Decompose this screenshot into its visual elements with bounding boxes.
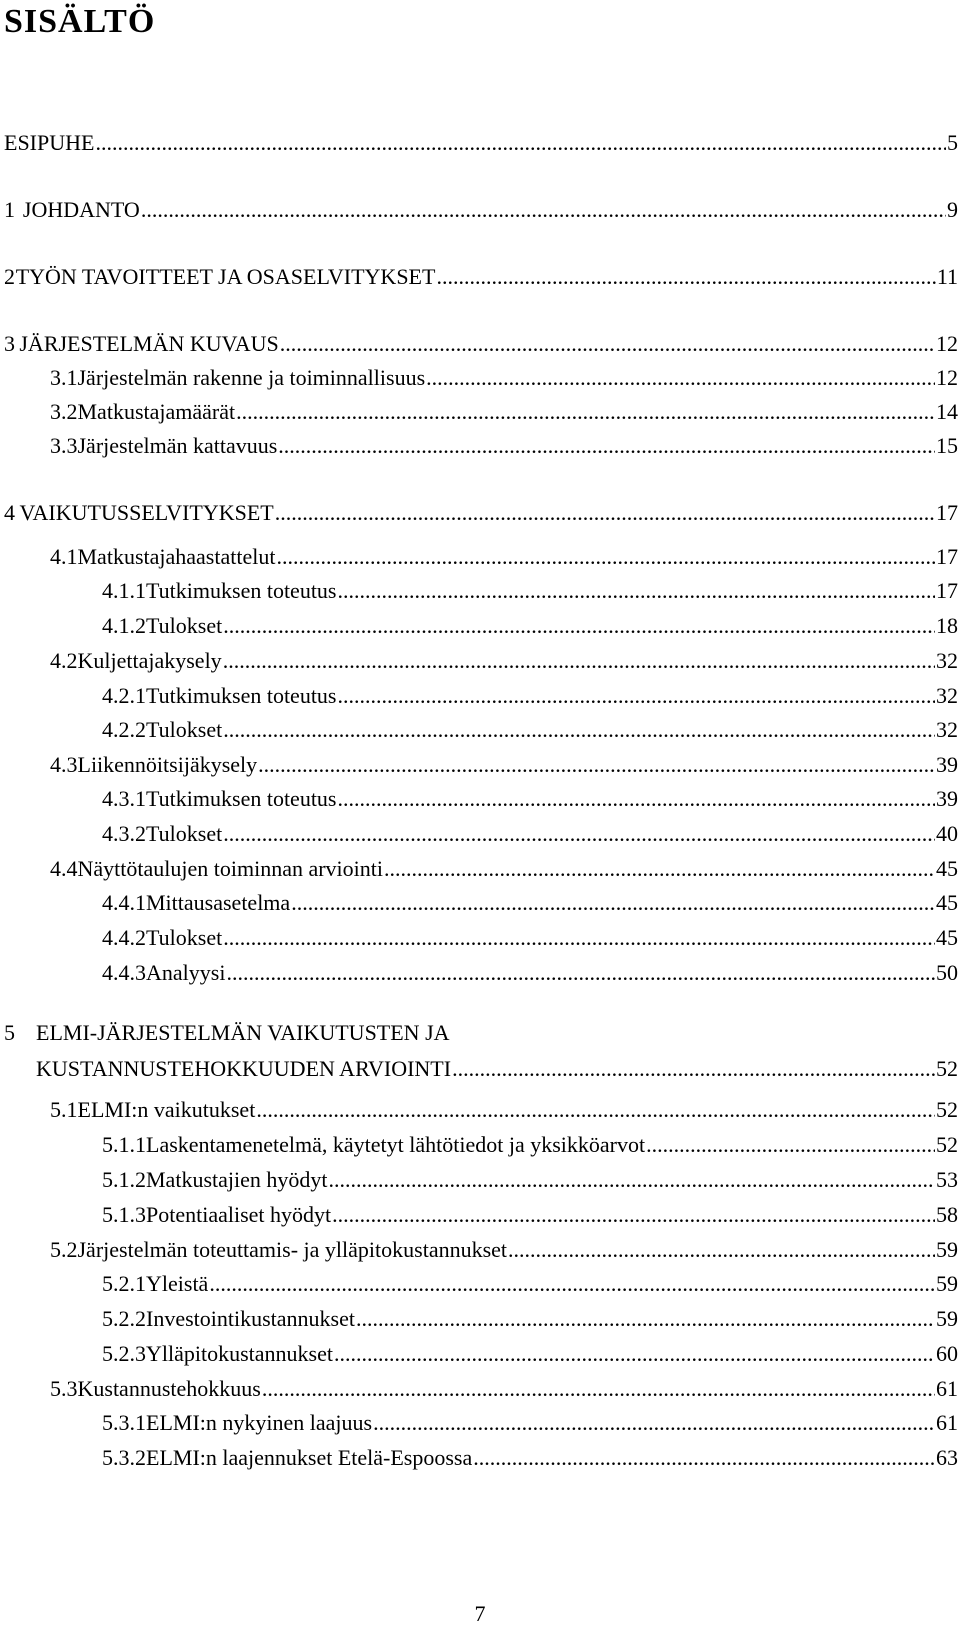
toc-entry-number: 4.2: [50, 648, 78, 673]
toc-entry-number: 4.1: [50, 544, 78, 569]
toc-entry-label: Tutkimuksen toteutus: [146, 578, 337, 603]
dot-leader: [291, 890, 935, 916]
toc-entry[interactable]: [4, 500, 958, 526]
toc-entry-label: Investointikustannukset: [146, 1306, 355, 1331]
toc-entry-continuation[interactable]: [36, 1056, 958, 1082]
dot-leader: [209, 1271, 935, 1297]
toc-entry[interactable]: [50, 856, 958, 882]
toc-entry[interactable]: [4, 331, 958, 357]
toc-entry-label: Kuljettajakysely: [77, 648, 222, 673]
toc-entry-page: 61: [936, 1410, 958, 1435]
toc-entry[interactable]: [4, 130, 958, 156]
dot-leader: [332, 1202, 935, 1228]
toc-entry[interactable]: [50, 1376, 958, 1402]
toc-entry-page: 5: [947, 130, 958, 155]
toc-entry-number: 4.4.1: [102, 890, 146, 915]
toc-entry-page: 53: [936, 1167, 958, 1192]
toc-entry-page: 9: [947, 197, 958, 222]
toc-entry-number: 3.2: [50, 399, 78, 424]
toc-entry-label: Analyysi: [146, 960, 226, 985]
toc-entry[interactable]: [102, 925, 958, 951]
toc-entry[interactable]: [102, 1271, 958, 1297]
toc-entry[interactable]: [102, 821, 958, 847]
toc-entry-number: 5.2.1: [102, 1271, 146, 1296]
toc-entry-number: 4.4.3: [102, 960, 146, 985]
dot-leader: [278, 433, 935, 459]
toc-entry-number: 2: [4, 264, 15, 289]
toc-entry-page: 18: [936, 613, 958, 638]
toc-entry-page: 58: [936, 1202, 958, 1227]
dot-leader: [338, 578, 936, 604]
toc-entry-number: 5.1: [50, 1097, 78, 1122]
dot-leader: [280, 331, 935, 357]
page-title: SISÄLTÖ: [4, 3, 156, 40]
toc-entry-number: 3.1: [50, 365, 78, 390]
toc-entry-page: 32: [936, 683, 958, 708]
dot-leader: [276, 544, 935, 570]
dot-leader: [223, 717, 935, 743]
toc-entry-page: 45: [936, 856, 958, 881]
toc-entry-label: VAIKUTUSSELVITYKSET: [19, 500, 274, 525]
page-number: 7: [474, 1601, 486, 1626]
toc-entry-page: 12: [936, 365, 958, 390]
toc-entry-label-continued: KUSTANNUSTEHOKKUUDEN ARVIOINTI: [36, 1056, 452, 1081]
toc-entry-label: ELMI-JÄRJESTELMÄN VAIKUTUSTEN JA: [36, 1020, 450, 1045]
dot-leader: [95, 130, 946, 156]
toc-entry[interactable]: [102, 1167, 958, 1193]
toc-entry-label: ELMI:n nykyinen laajuus: [146, 1410, 373, 1435]
toc-entry-label: Matkustajamäärät: [77, 399, 236, 424]
toc-entry[interactable]: [4, 1020, 450, 1046]
toc-entry-label: ELMI:n vaikutukset: [77, 1097, 256, 1122]
toc-entry-label: ELMI:n laajennukset Etelä-Espoossa: [146, 1445, 473, 1470]
dot-leader: [258, 752, 935, 778]
toc-entry-page: 45: [936, 890, 958, 915]
toc-entry-page: 15: [936, 433, 958, 458]
dot-leader: [452, 1056, 935, 1082]
toc-entry-number: 4.3.1: [102, 786, 146, 811]
dot-leader: [141, 197, 946, 223]
toc-entry-number: 1: [4, 197, 15, 222]
toc-entry-page: 52: [936, 1097, 958, 1122]
toc-entry-page: 59: [936, 1271, 958, 1296]
toc-entry-page: 52: [936, 1056, 958, 1081]
toc-entry-page: 39: [936, 752, 958, 777]
toc-entry-page: 40: [936, 821, 958, 846]
toc-entry-label: Tutkimuksen toteutus: [146, 786, 337, 811]
toc-entry[interactable]: [50, 544, 958, 570]
toc-entry-number: 4.4: [50, 856, 78, 881]
toc-entry-page: 14: [936, 399, 958, 424]
toc-entry[interactable]: [102, 717, 958, 743]
toc-entry-number: 5.2.2: [102, 1306, 146, 1331]
toc-entry-label: Matkustajien hyödyt: [146, 1167, 328, 1192]
toc-entry-page: 17: [936, 544, 958, 569]
toc-entry[interactable]: [102, 786, 958, 812]
dot-leader: [275, 500, 935, 526]
toc-entry[interactable]: [50, 752, 958, 778]
toc-entry-label: TYÖN TAVOITTEET JA OSASELVITYKSET: [15, 264, 436, 289]
toc-entry-label: Tulokset: [146, 925, 223, 950]
toc-entry-number: 4: [4, 500, 15, 525]
toc-entry[interactable]: [102, 1202, 958, 1228]
toc-entry[interactable]: [102, 960, 958, 986]
dot-leader: [373, 1410, 935, 1436]
dot-leader: [508, 1237, 935, 1263]
toc-entry-page: 50: [936, 960, 958, 985]
dot-leader: [436, 264, 935, 290]
dot-leader: [226, 960, 935, 986]
toc-entry[interactable]: [50, 1097, 958, 1123]
toc-entry-label: Järjestelmän kattavuus: [77, 433, 278, 458]
toc-entry-number: 3.3: [50, 433, 78, 458]
toc-entry[interactable]: [102, 1341, 958, 1367]
toc-entry-page: 59: [936, 1237, 958, 1262]
toc-entry[interactable]: [102, 890, 958, 916]
dot-leader: [223, 613, 935, 639]
toc-entry-label: Ylläpitokustannukset: [146, 1341, 333, 1366]
toc-entry-number: 4.3: [50, 752, 78, 777]
toc-entry[interactable]: [102, 683, 958, 709]
toc-entry-page: 63: [936, 1445, 958, 1470]
toc-entry-label: Kustannustehokkuus: [77, 1376, 261, 1401]
dot-leader: [338, 786, 936, 812]
dot-leader: [223, 821, 935, 847]
toc-entry-label: Järjestelmän rakenne ja toiminnallisuus: [77, 365, 426, 390]
toc-entry-number: 5.3.2: [102, 1445, 146, 1470]
toc-entry-label: Mittausasetelma: [146, 890, 291, 915]
toc-entry-page: 17: [936, 578, 958, 603]
toc-entry-number: 5.3.1: [102, 1410, 146, 1435]
toc-entry[interactable]: [50, 365, 958, 391]
toc-entry-number: 5.1.1: [102, 1132, 146, 1157]
toc-entry-number: 5: [4, 1020, 15, 1045]
dot-leader: [334, 1341, 935, 1367]
toc-entry-number: 4.2.2: [102, 717, 146, 742]
toc-entry[interactable]: [50, 433, 958, 459]
toc-entry-label: JOHDANTO: [22, 197, 140, 222]
toc-entry[interactable]: [4, 264, 958, 290]
toc-entry-page: 32: [936, 717, 958, 742]
dot-leader: [223, 925, 935, 951]
toc-entry-page: 61: [936, 1376, 958, 1401]
toc-entry-label: Näyttötaulujen toiminnan arviointi: [77, 856, 383, 881]
toc-entry[interactable]: [102, 1410, 958, 1436]
toc-entry-label: Matkustajahaastattelut: [77, 544, 276, 569]
dot-leader: [223, 648, 935, 674]
dot-leader: [256, 1097, 935, 1123]
toc-entry-number: 4.3.2: [102, 821, 146, 846]
dot-leader: [384, 856, 935, 882]
toc-entry-label: Tulokset: [146, 821, 223, 846]
toc-entry-label: Laskentamenetelmä, käytetyt lähtötiedot ja yksikköarvot: [146, 1132, 646, 1157]
toc-entry-page: 12: [936, 331, 958, 356]
toc-entry-page: 39: [936, 786, 958, 811]
toc-entry-number: 3: [4, 331, 15, 356]
toc-entry-label: Tutkimuksen toteutus: [146, 683, 337, 708]
toc-entry-page: 59: [936, 1306, 958, 1331]
toc-entry-number: 4.4.2: [102, 925, 146, 950]
toc-entry[interactable]: [50, 648, 958, 674]
toc-entry-number: 5.3: [50, 1376, 78, 1401]
toc-entry-label: Potentiaaliset hyödyt: [146, 1202, 332, 1227]
toc-entry-number: 5.1.2: [102, 1167, 146, 1192]
toc-entry-page: 52: [936, 1132, 958, 1157]
dot-leader: [646, 1132, 935, 1158]
dot-leader: [236, 399, 935, 425]
toc-entry-label: Järjestelmän toteuttamis- ja ylläpitokustannukset: [77, 1237, 508, 1262]
toc-entry-page: 60: [936, 1341, 958, 1366]
toc-entry-label: Tulokset: [146, 717, 223, 742]
toc-entry[interactable]: [50, 399, 958, 425]
toc-entry-number: 5.2: [50, 1237, 78, 1262]
dot-leader: [426, 365, 935, 391]
toc-entry-page: 11: [936, 264, 958, 289]
toc-entry-page: 32: [936, 648, 958, 673]
toc-entry[interactable]: [50, 1237, 958, 1263]
toc-entry-label: Yleistä: [146, 1271, 209, 1296]
toc-entry[interactable]: [102, 578, 958, 604]
toc-entry[interactable]: [4, 197, 958, 223]
toc-entry-number: 5.1.3: [102, 1202, 146, 1227]
dot-leader: [338, 683, 936, 709]
toc-entry[interactable]: [102, 1306, 958, 1332]
toc-entry[interactable]: [102, 1445, 958, 1471]
dot-leader: [328, 1167, 935, 1193]
toc-entry-label: ESIPUHE: [4, 130, 95, 155]
toc-entry-number: 5.2.3: [102, 1341, 146, 1366]
toc-entry-label: JÄRJESTELMÄN KUVAUS: [19, 331, 279, 356]
toc-entry-number: 4.1.2: [102, 613, 146, 638]
toc-entry-number: 4.2.1: [102, 683, 146, 708]
dot-leader: [356, 1306, 935, 1332]
toc-entry-page: 45: [936, 925, 958, 950]
toc-entry-number: 4.1.1: [102, 578, 146, 603]
toc-entry-label: Liikennöitsijäkysely: [77, 752, 258, 777]
toc-entry-label: Tulokset: [146, 613, 223, 638]
dot-leader: [262, 1376, 935, 1402]
toc-entry[interactable]: [102, 1132, 958, 1158]
toc-entry[interactable]: [102, 613, 958, 639]
dot-leader: [473, 1445, 935, 1471]
toc-entry-page: 17: [936, 500, 958, 525]
